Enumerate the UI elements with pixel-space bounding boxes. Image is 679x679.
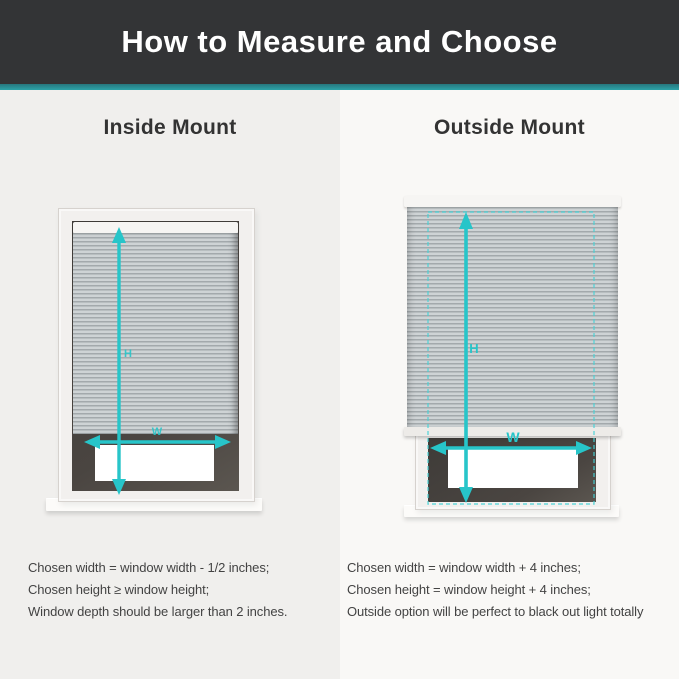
height-label: H bbox=[469, 341, 479, 356]
height-label: H bbox=[124, 348, 132, 360]
note-line: Chosen width = window width - 1/2 inches; bbox=[28, 560, 270, 575]
note-line: Chosen height ≥ window height; bbox=[28, 582, 210, 597]
note-line: Chosen height = window height + 4 inches; bbox=[347, 582, 591, 597]
inside-mount-notes bbox=[28, 557, 287, 623]
outside-mount-heading: Outside Mount bbox=[434, 116, 585, 139]
page-title: How to Measure and Choose bbox=[121, 24, 558, 59]
width-label: W bbox=[151, 426, 163, 438]
note-line: Outside option will be perfect to black out light totally bbox=[347, 604, 644, 619]
inside-mount-panel bbox=[0, 90, 340, 679]
note-line: Window depth should be larger than 2 inches. bbox=[28, 604, 288, 619]
outside-mount-notes bbox=[347, 557, 643, 623]
cellular-shade bbox=[73, 233, 238, 434]
shade-bottom-rail bbox=[404, 427, 621, 436]
note-line: Chosen width = window width + 4 inches; bbox=[347, 560, 581, 575]
width-label: W bbox=[506, 429, 520, 445]
window-glass bbox=[95, 445, 214, 481]
window-glass bbox=[448, 449, 578, 488]
cellular-shade bbox=[407, 207, 618, 428]
header-bar bbox=[0, 0, 679, 84]
outside-mount-panel bbox=[340, 90, 679, 679]
inside-mount-heading: Inside Mount bbox=[103, 116, 237, 139]
